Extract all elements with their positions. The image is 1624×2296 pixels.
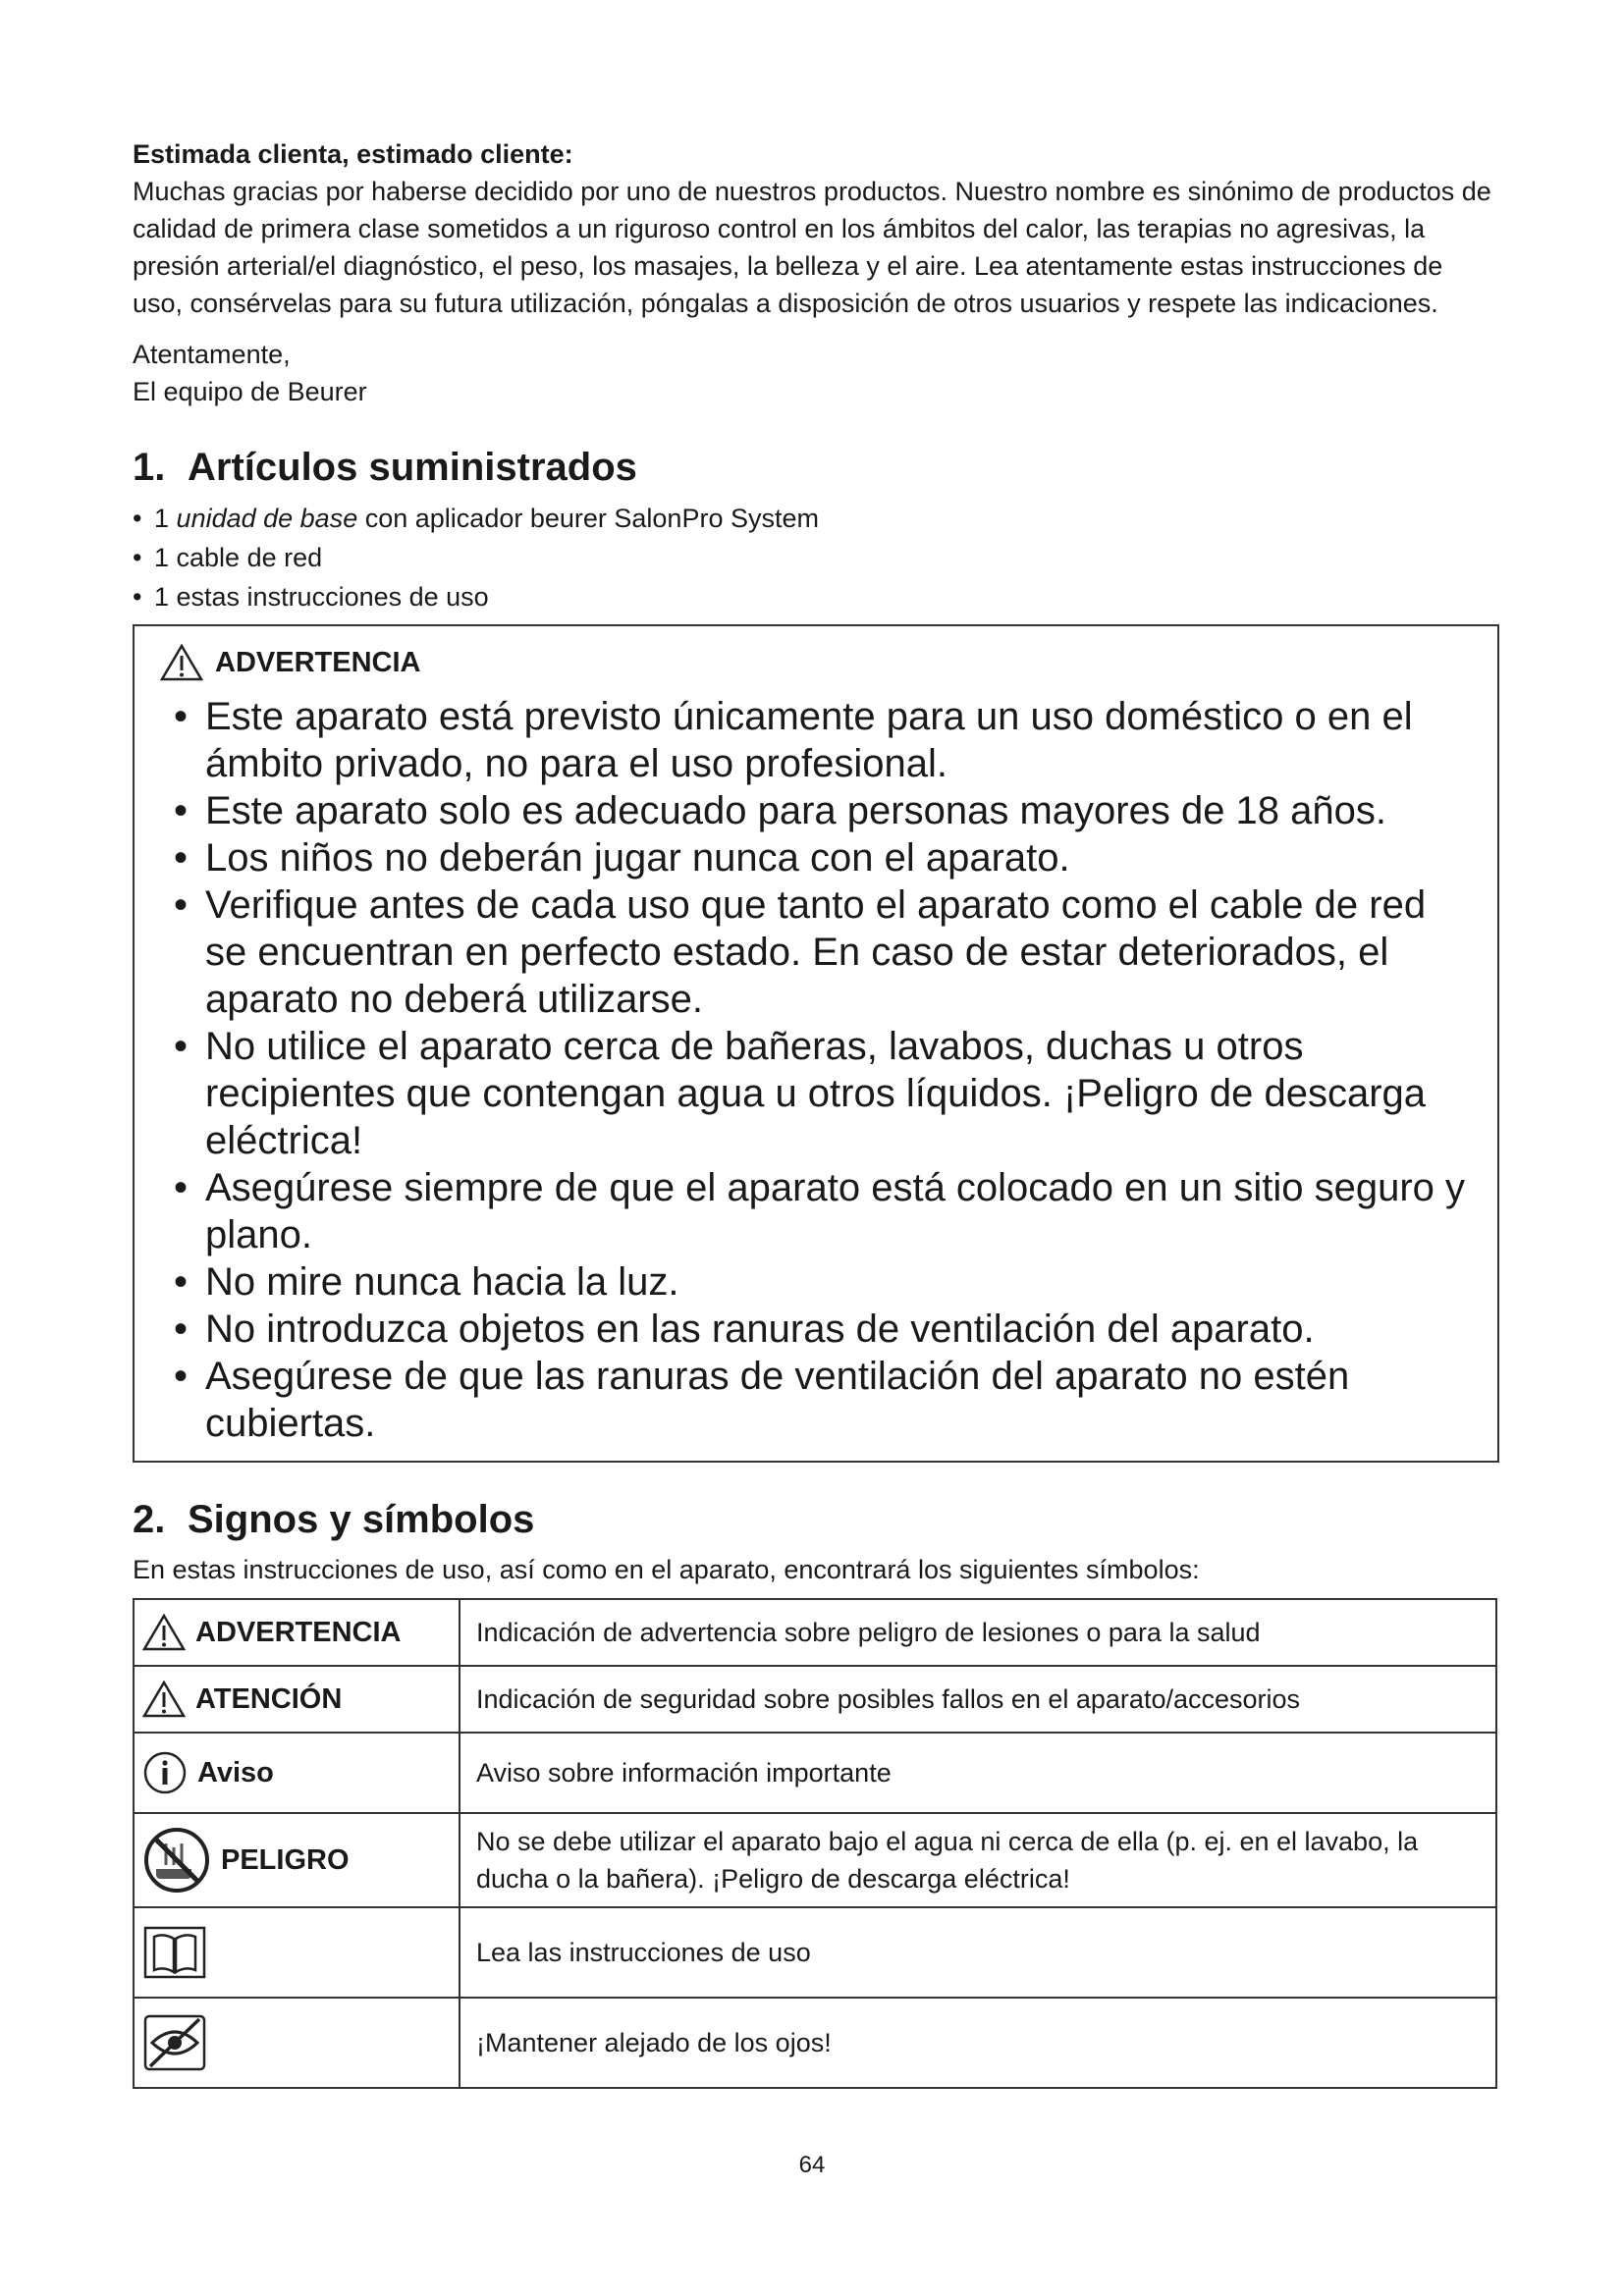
- table-row: [134, 1907, 1496, 1998]
- section-2-title: Signos y símbolos: [188, 1498, 535, 1541]
- symbol-cell: [134, 1998, 460, 2088]
- item-rest: con aplicador beurer SalonPro System: [364, 504, 819, 533]
- intro-section: [133, 135, 1497, 410]
- symbol-description: ¡Mantener alejado de los ojos!: [460, 1998, 1496, 2088]
- warning-item: • Este aparato solo es adecuado para personas mayores de 18 años.: [160, 787, 1472, 834]
- warning-item: • Verifique antes de cada uso que tanto el aparato como el cable de red se encuentran en perfecto estado. En caso de estar deteriorados, el aparato no deberá utilizarse.: [160, 881, 1472, 1023]
- table-row: [134, 1813, 1496, 1907]
- warning-item: • No mire nunca hacia la luz.: [160, 1258, 1472, 1306]
- symbol-description: Lea las instrucciones de uso: [460, 1907, 1496, 1998]
- warning-heading: [160, 644, 1472, 681]
- page-number: 64: [798, 2152, 826, 2178]
- no-water-icon: [142, 1826, 211, 1895]
- signature-line: El equipo de Beurer: [133, 377, 367, 406]
- warning-item: • No utilice el aparato cerca de bañeras, lavabos, duchas u otros recipientes que contengan agua u otros líquidos. ¡Peligro de descarga eléctrica!: [160, 1023, 1472, 1164]
- symbol-cell: [134, 1813, 460, 1907]
- item-italic: unidad de base: [176, 504, 358, 533]
- symbol-label: Aviso: [197, 1757, 274, 1789]
- section-2-heading: [133, 1496, 1497, 1543]
- symbol-cell: [134, 1599, 460, 1666]
- symbols-table: [133, 1598, 1497, 2089]
- symbol-label: PELIGRO: [221, 1844, 350, 1876]
- symbol-label: ADVERTENCIA: [195, 1617, 402, 1648]
- warning-item: • Asegúrese siempre de que el aparato está colocado en un sitio seguro y plano.: [160, 1164, 1472, 1258]
- symbol-cell: [134, 1733, 460, 1813]
- section-1-title: Artículos suministrados: [188, 446, 637, 489]
- warning-list: [160, 693, 1472, 1447]
- table-row: [134, 1998, 1496, 2088]
- symbols-intro: En estas instrucciones de uso, así como en el aparato, encontrará los siguientes símbolos:: [133, 1555, 1200, 1584]
- manual-page: [133, 135, 1497, 2089]
- read-manual-icon: [142, 1925, 207, 1980]
- warning-heading-text: ADVERTENCIA: [215, 646, 421, 678]
- list-item: • 1 estas instrucciones de uso: [133, 577, 1497, 616]
- symbol-label: ATENCIÓN: [195, 1683, 343, 1715]
- warning-item: • Este aparato está previsto únicamente para un uso doméstico o en el ámbito privado, no para el uso profesional.: [160, 693, 1472, 787]
- warning-item: • Asegúrese de que las ranuras de ventilación del aparato no estén cubiertas.: [160, 1353, 1472, 1447]
- warning-box: [133, 624, 1499, 1463]
- symbol-description: No se debe utilizar el aparato bajo el agua ni cerca de ella (p. ej. en el lavabo, la ducha o la bañera). ¡Peligro de descarga eléctrica!: [460, 1813, 1496, 1907]
- info-circle-icon: [142, 1750, 188, 1795]
- closing-line: Atentamente,: [133, 340, 291, 369]
- symbol-description: Indicación de advertencia sobre peligro de lesiones o para la salud: [460, 1599, 1496, 1666]
- symbol-description: Aviso sobre información importante: [460, 1733, 1496, 1813]
- warning-item: • Los niños no deberán jugar nunca con el aparato.: [160, 834, 1472, 881]
- list-item: [133, 499, 1497, 538]
- symbol-description: Indicación de seguridad sobre posibles fallos en el aparato/accesorios: [460, 1666, 1496, 1733]
- warning-item: • No introduzca objetos en las ranuras de ventilación del aparato.: [160, 1306, 1472, 1353]
- keep-away-eyes-icon: [142, 2013, 207, 2072]
- salutation: Estimada clienta, estimado cliente:: [133, 139, 573, 169]
- warning-triangle-icon: [142, 1681, 186, 1718]
- warning-triangle-icon: [160, 644, 203, 681]
- section-2-number: 2.: [133, 1498, 166, 1541]
- list-item: • 1 cable de red: [133, 538, 1497, 577]
- item-qty: 1: [154, 504, 170, 533]
- intro-paragraph: Muchas gracias por haberse decidido por uno de nuestros productos. Nuestro nombre es sinónimo de productos de calidad de primera clase sometidos a un riguroso control en los ámbitos del calor, las terapias no agresivas, la presión arterial/el diagnóstico, el peso, los masajes, la belleza y el aire. Lea atentamente estas instrucciones de uso, consérvelas para su futura utilización, póngalas a disposición de otros usuarios y respete las indicaciones.: [133, 177, 1491, 318]
- section-1-number: 1.: [133, 446, 166, 489]
- warning-triangle-icon: [142, 1614, 186, 1651]
- symbol-cell: [134, 1907, 460, 1998]
- section-1-heading: [133, 444, 1497, 491]
- table-row: [134, 1599, 1496, 1666]
- table-row: [134, 1733, 1496, 1813]
- supplied-items-list: [133, 499, 1497, 616]
- table-row: [134, 1666, 1496, 1733]
- symbol-cell: [134, 1666, 460, 1733]
- closing: [133, 336, 1497, 410]
